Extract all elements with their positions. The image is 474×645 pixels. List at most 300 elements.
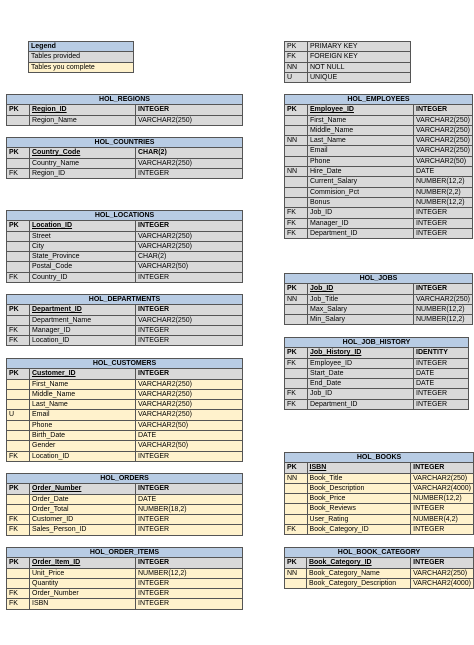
column-name: Job_ID xyxy=(308,284,414,294)
key-code: PK xyxy=(285,42,308,52)
key-cell: FK xyxy=(7,325,30,335)
column-name: Min_Salary xyxy=(308,315,414,325)
column-type: VARCHAR2(250) xyxy=(414,294,473,304)
column-name: Department_Name xyxy=(30,315,136,325)
table-row xyxy=(7,451,243,461)
column-type: INTEGER xyxy=(136,336,243,346)
column-type: INTEGER xyxy=(411,525,474,535)
primary-key-row xyxy=(285,558,474,568)
key-cell: FK xyxy=(7,272,30,282)
column-name: Hire_Date xyxy=(308,167,414,177)
key-legend-row xyxy=(285,42,411,52)
column-type: INTEGER xyxy=(136,325,243,335)
column-name: State_Province xyxy=(30,252,136,262)
key-cell xyxy=(7,431,30,441)
table-row xyxy=(285,218,473,228)
column-name: Employee_ID xyxy=(308,358,414,368)
column-name: Bonus xyxy=(308,197,414,207)
table-row xyxy=(285,115,473,125)
primary-key-row xyxy=(285,284,473,294)
column-type: INTEGER xyxy=(414,105,473,115)
key-cell xyxy=(285,197,308,207)
column-name: Phone xyxy=(308,156,414,166)
column-name: Street xyxy=(30,231,136,241)
table-row xyxy=(285,315,473,325)
table-row xyxy=(7,494,243,504)
column-name: City xyxy=(30,241,136,251)
table-title: HOL_JOBS xyxy=(285,274,473,284)
column-name: User_Rating xyxy=(307,514,411,524)
table-row xyxy=(285,525,474,535)
key-cell xyxy=(285,504,308,514)
primary-key-row xyxy=(285,105,473,115)
key-cell: PK xyxy=(7,369,30,379)
column-name: Job_ID xyxy=(308,208,414,218)
key-cell: PK xyxy=(7,305,30,315)
key-cell xyxy=(7,568,30,578)
table-row xyxy=(7,441,243,451)
key-cell: FK xyxy=(7,336,30,346)
column-name: Customer_ID xyxy=(30,515,136,525)
key-cell xyxy=(285,368,308,378)
table-title: HOL_REGIONS xyxy=(7,95,243,105)
table-row xyxy=(285,389,469,399)
primary-key-row xyxy=(7,369,243,379)
column-type: VARCHAR2(250) xyxy=(411,568,474,578)
table-row xyxy=(285,208,473,218)
key-legend-row xyxy=(285,72,411,82)
column-name: Book_Category_Description xyxy=(306,578,410,588)
key-legend-row xyxy=(285,52,411,62)
table-title: HOL_EMPLOYEES xyxy=(285,95,473,105)
table-row xyxy=(285,146,473,156)
key-cell: NN xyxy=(285,568,307,578)
table-jobs xyxy=(284,273,473,325)
table-row xyxy=(285,504,474,514)
primary-key-row xyxy=(7,148,243,158)
key-cell: PK xyxy=(7,148,30,158)
key-cell xyxy=(7,441,30,451)
column-name: Location_ID xyxy=(30,451,136,461)
column-name: Order_Item_ID xyxy=(30,558,136,568)
column-type: INTEGER xyxy=(414,218,473,228)
table-countries xyxy=(6,137,243,179)
table-title: HOL_CUSTOMERS xyxy=(7,359,243,369)
key-cell xyxy=(285,578,307,588)
table-employees xyxy=(284,94,473,239)
key-cell: FK xyxy=(285,228,308,238)
table-row xyxy=(285,177,473,187)
column-name: Book_Title xyxy=(307,473,411,483)
column-type: NUMBER(4,2) xyxy=(411,514,474,524)
column-type: CHAR(2) xyxy=(136,252,243,262)
column-name: End_Date xyxy=(308,379,414,389)
column-type: INTEGER xyxy=(136,221,243,231)
column-name: Phone xyxy=(30,420,136,430)
column-name: Gender xyxy=(30,441,136,451)
column-name: Country_ID xyxy=(30,272,136,282)
table-locations xyxy=(6,210,243,283)
column-type: DATE xyxy=(136,494,243,504)
table-row xyxy=(285,228,473,238)
key-cell: PK xyxy=(7,558,30,568)
column-type: VARCHAR2(50) xyxy=(136,420,243,430)
table-row xyxy=(285,167,473,177)
column-name: Sales_Person_ID xyxy=(30,525,136,535)
column-type: NUMBER(18,2) xyxy=(136,504,243,514)
primary-key-row xyxy=(7,105,243,115)
column-name: Commision_Pct xyxy=(308,187,414,197)
column-name: Location_ID xyxy=(30,221,136,231)
key-cell: NN xyxy=(285,473,308,483)
column-name: Customer_ID xyxy=(30,369,136,379)
column-type: NUMBER(12,2) xyxy=(411,494,474,504)
key-cell: FK xyxy=(285,218,308,228)
column-name: Middle_Name xyxy=(30,389,136,399)
legend-title: Legend xyxy=(29,42,134,52)
column-type: DATE xyxy=(414,167,473,177)
key-cell xyxy=(285,146,308,156)
key-cell: PK xyxy=(285,105,308,115)
key-cell: PK xyxy=(7,221,30,231)
column-type: CHAR(2) xyxy=(136,148,243,158)
table-row xyxy=(7,504,243,514)
column-name: Order_Total xyxy=(30,504,136,514)
primary-key-row xyxy=(285,463,474,473)
column-type: NUMBER(12,2) xyxy=(414,304,473,314)
key-cell xyxy=(7,578,30,588)
key-cell: PK xyxy=(7,105,30,115)
table-row xyxy=(7,599,243,609)
table-book-category xyxy=(284,547,474,589)
table-row xyxy=(7,420,243,430)
table-title: HOL_LOCATIONS xyxy=(7,211,243,221)
column-type: INTEGER xyxy=(136,305,243,315)
key-cell xyxy=(285,304,308,314)
column-type: INTEGER xyxy=(136,589,243,599)
column-type: INTEGER xyxy=(136,578,243,588)
table-row xyxy=(285,568,474,578)
column-type: VARCHAR2(250) xyxy=(414,146,473,156)
column-type: NUMBER(12,2) xyxy=(136,568,243,578)
table-row xyxy=(7,525,243,535)
key-cell: NN xyxy=(285,167,308,177)
column-name: Email xyxy=(308,146,414,156)
column-type: INTEGER xyxy=(136,484,243,494)
column-name: Middle_Name xyxy=(308,125,414,135)
key-description: FOREIGN KEY xyxy=(308,52,411,62)
column-type: VARCHAR2(250) xyxy=(136,231,243,241)
column-name: Book_Category_ID xyxy=(307,525,411,535)
key-cell: FK xyxy=(7,525,30,535)
table-row xyxy=(7,168,243,178)
column-type: NUMBER(12,2) xyxy=(414,197,473,207)
key-description: UNIQUE xyxy=(308,72,411,82)
key-code: U xyxy=(285,72,308,82)
table-row xyxy=(7,389,243,399)
primary-key-row xyxy=(7,484,243,494)
table-row xyxy=(7,568,243,578)
table-title: HOL_BOOK_CATEGORY xyxy=(285,548,474,558)
column-type: INTEGER xyxy=(414,284,473,294)
column-name: Max_Salary xyxy=(308,304,414,314)
table-row xyxy=(7,231,243,241)
column-type: INTEGER xyxy=(411,558,474,568)
key-code: FK xyxy=(285,52,308,62)
table-row xyxy=(285,578,474,588)
table-title: HOL_COUNTRIES xyxy=(7,138,243,148)
column-type: NUMBER(2,2) xyxy=(414,187,473,197)
key-cell xyxy=(285,514,308,524)
key-cell xyxy=(7,315,30,325)
key-cell: FK xyxy=(7,515,30,525)
key-cell xyxy=(285,115,308,125)
column-type: VARCHAR2(250) xyxy=(136,158,243,168)
column-name: Manager_ID xyxy=(30,325,136,335)
column-name: Manager_ID xyxy=(308,218,414,228)
column-type: INTEGER xyxy=(136,515,243,525)
table-title: HOL_ORDERS xyxy=(7,474,243,484)
table-row xyxy=(285,156,473,166)
column-type: VARCHAR2(50) xyxy=(414,156,473,166)
table-customers xyxy=(6,358,243,462)
table-row xyxy=(7,115,243,125)
table-title: HOL_DEPARTMENTS xyxy=(7,295,243,305)
key-description: PRIMARY KEY xyxy=(308,42,411,52)
key-description: NOT NULL xyxy=(308,62,411,72)
key-cell: FK xyxy=(285,399,308,409)
table-row xyxy=(7,410,243,420)
column-name: First_Name xyxy=(30,379,136,389)
key-cell xyxy=(7,494,30,504)
column-type: INTEGER xyxy=(136,599,243,609)
key-cell xyxy=(7,115,30,125)
key-cell: U xyxy=(7,410,30,420)
column-type: INTEGER xyxy=(414,358,469,368)
column-name: Job_ID xyxy=(308,389,414,399)
column-type: VARCHAR2(250) xyxy=(414,115,473,125)
key-cell xyxy=(285,177,308,187)
column-type: VARCHAR2(4000) xyxy=(411,578,474,588)
key-cell: FK xyxy=(285,358,308,368)
column-type: VARCHAR2(50) xyxy=(136,262,243,272)
column-name: Book_Description xyxy=(307,483,411,493)
key-cell xyxy=(285,494,308,504)
column-type: INTEGER xyxy=(136,105,243,115)
table-departments xyxy=(6,294,243,346)
key-cell: NN xyxy=(285,136,308,146)
table-row xyxy=(7,252,243,262)
column-name: Quantity xyxy=(30,578,136,588)
table-title: HOL_JOB_HISTORY xyxy=(285,338,469,348)
column-name: Last_Name xyxy=(308,136,414,146)
column-name: Book_Price xyxy=(307,494,411,504)
key-cell xyxy=(285,156,308,166)
key-cell xyxy=(285,315,308,325)
table-row xyxy=(7,379,243,389)
column-name: Department_ID xyxy=(308,399,414,409)
column-name: Region_Name xyxy=(30,115,136,125)
key-cell xyxy=(285,379,308,389)
column-name: Region_ID xyxy=(30,105,136,115)
key-cell: PK xyxy=(285,348,308,358)
column-name: Email xyxy=(30,410,136,420)
column-name: ISBN xyxy=(30,599,136,609)
key-cell: NN xyxy=(285,294,308,304)
column-name: Department_ID xyxy=(308,228,414,238)
table-row xyxy=(285,187,473,197)
column-type: VARCHAR2(250) xyxy=(136,410,243,420)
table-row xyxy=(7,589,243,599)
column-name: Employee_ID xyxy=(308,105,414,115)
column-type: INTEGER xyxy=(414,208,473,218)
table-job-history xyxy=(284,337,469,410)
column-name: Current_Salary xyxy=(308,177,414,187)
column-type: VARCHAR2(250) xyxy=(136,115,243,125)
column-type: INTEGER xyxy=(414,228,473,238)
table-row xyxy=(7,515,243,525)
column-type: VARCHAR2(250) xyxy=(136,400,243,410)
primary-key-row xyxy=(7,558,243,568)
table-title: HOL_ORDER_ITEMS xyxy=(7,548,243,558)
key-cell xyxy=(7,262,30,272)
column-name: Birth_Date xyxy=(30,431,136,441)
key-cell xyxy=(7,252,30,262)
column-type: INTEGER xyxy=(411,504,474,514)
column-name: Job_Title xyxy=(308,294,414,304)
table-row xyxy=(285,304,473,314)
table-books xyxy=(284,452,474,535)
primary-key-row xyxy=(7,305,243,315)
key-cell xyxy=(7,400,30,410)
primary-key-row xyxy=(7,221,243,231)
column-type: VARCHAR2(250) xyxy=(136,315,243,325)
table-row xyxy=(285,294,473,304)
key-cell xyxy=(7,241,30,251)
key-cell xyxy=(7,389,30,399)
key-cell xyxy=(7,504,30,514)
legend-complete: Tables you complete xyxy=(29,62,134,72)
column-type: VARCHAR2(250) xyxy=(136,379,243,389)
column-name: First_Name xyxy=(308,115,414,125)
legend-provided: Tables provided xyxy=(29,52,134,62)
column-type: INTEGER xyxy=(411,463,474,473)
table-title: HOL_BOOKS xyxy=(285,453,474,463)
table-row xyxy=(7,272,243,282)
column-name: ISBN xyxy=(307,463,411,473)
column-name: Order_Number xyxy=(30,484,136,494)
table-row xyxy=(7,158,243,168)
key-cell: FK xyxy=(285,389,308,399)
table-row xyxy=(285,358,469,368)
table-row xyxy=(7,325,243,335)
key-cell: PK xyxy=(285,284,308,294)
key-cell: FK xyxy=(285,208,308,218)
key-cell: FK xyxy=(285,525,308,535)
key-cell: PK xyxy=(285,558,307,568)
key-cell: FK xyxy=(7,451,30,461)
key-code: NN xyxy=(285,62,308,72)
key-cell xyxy=(285,483,308,493)
table-row xyxy=(285,368,469,378)
table-row xyxy=(7,578,243,588)
table-regions xyxy=(6,94,243,126)
column-name: Order_Date xyxy=(30,494,136,504)
table-row xyxy=(285,494,474,504)
column-type: NUMBER(12,2) xyxy=(414,177,473,187)
key-cell: FK xyxy=(7,589,30,599)
column-name: Postal_Code xyxy=(30,262,136,272)
table-row xyxy=(285,197,473,207)
table-row xyxy=(7,241,243,251)
key-cell xyxy=(285,125,308,135)
column-name: Country_Code xyxy=(30,148,136,158)
column-type: INTEGER xyxy=(136,369,243,379)
column-type: NUMBER(12,2) xyxy=(414,315,473,325)
table-order-items xyxy=(6,547,243,610)
key-cell xyxy=(7,420,30,430)
column-type: INTEGER xyxy=(136,168,243,178)
key-legend-row xyxy=(285,62,411,72)
column-type: INTEGER xyxy=(136,525,243,535)
table-row xyxy=(7,315,243,325)
column-type: VARCHAR2(250) xyxy=(136,241,243,251)
column-type: INTEGER xyxy=(414,399,469,409)
table-row xyxy=(285,514,474,524)
column-type: INTEGER xyxy=(136,558,243,568)
column-name: Country_Name xyxy=(30,158,136,168)
key-cell: FK xyxy=(7,168,30,178)
table-row xyxy=(285,473,474,483)
key-cell xyxy=(285,187,308,197)
column-type: VARCHAR2(50) xyxy=(136,441,243,451)
table-row xyxy=(285,483,474,493)
column-type: DATE xyxy=(414,379,469,389)
column-type: IDENTITY xyxy=(414,348,469,358)
column-name: Book_Category_ID xyxy=(306,558,410,568)
column-type: VARCHAR2(250) xyxy=(414,125,473,135)
column-name: Unit_Price xyxy=(30,568,136,578)
table-row xyxy=(7,400,243,410)
table-row xyxy=(7,431,243,441)
column-type: INTEGER xyxy=(414,389,469,399)
column-type: VARCHAR2(250) xyxy=(411,473,474,483)
column-name: Last_Name xyxy=(30,400,136,410)
table-row xyxy=(7,336,243,346)
key-cell xyxy=(7,231,30,241)
column-type: INTEGER xyxy=(136,272,243,282)
column-name: Start_Date xyxy=(308,368,414,378)
table-row xyxy=(285,379,469,389)
column-type: VARCHAR2(250) xyxy=(414,136,473,146)
column-type: INTEGER xyxy=(136,451,243,461)
key-legend xyxy=(284,41,411,83)
key-cell xyxy=(7,379,30,389)
table-row xyxy=(285,136,473,146)
column-name: Location_ID xyxy=(30,336,136,346)
column-type: DATE xyxy=(414,368,469,378)
table-row xyxy=(285,125,473,135)
table-row xyxy=(7,262,243,272)
table-orders xyxy=(6,473,243,536)
key-cell xyxy=(7,158,30,168)
column-name: Book_Category_Name xyxy=(306,568,410,578)
column-type: VARCHAR2(4000) xyxy=(411,483,474,493)
column-type: DATE xyxy=(136,431,243,441)
primary-key-row xyxy=(285,348,469,358)
legend xyxy=(28,41,134,73)
column-name: Department_ID xyxy=(30,305,136,315)
